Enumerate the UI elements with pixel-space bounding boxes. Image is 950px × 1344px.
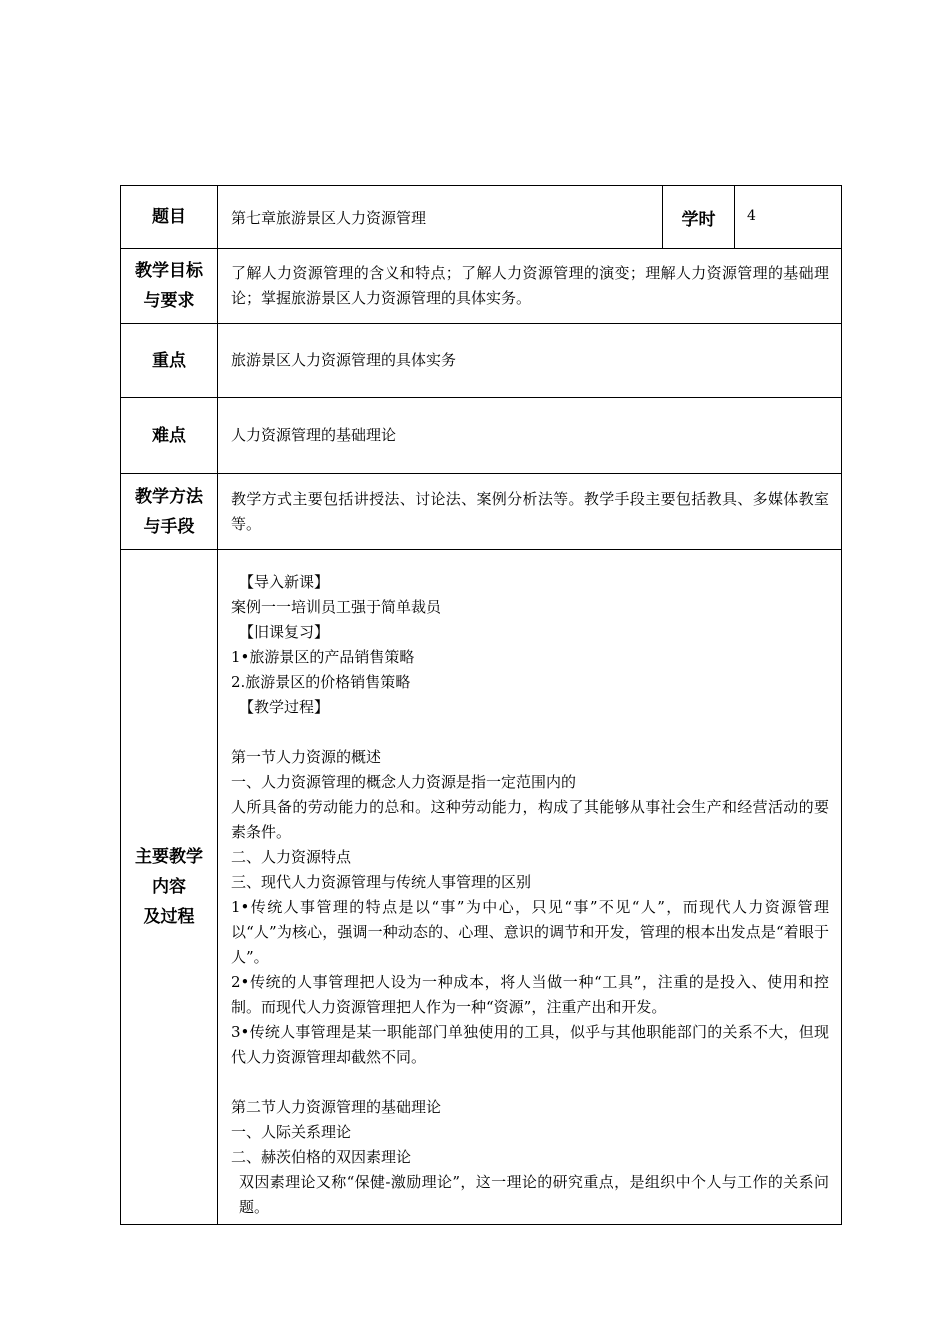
- methods-label-line2: 与手段: [143, 516, 195, 537]
- topic-row: [121, 186, 842, 249]
- section-2-item-2-desc: 双因素理论又称“保健-激励理论”，这一理论的研究重点，是组织中个人与工作的关系问题。: [239, 1173, 829, 1216]
- section-1-item-2: 二、人力资源特点: [231, 848, 352, 866]
- objectives-value: 了解人力资源管理的含义和特点；了解人力资源管理的演变；理解人力资源管理的基础理论；掌握旅游景区人力资源管理的具体实务。: [218, 249, 842, 324]
- process-label: [121, 550, 218, 1225]
- methods-row: [121, 474, 842, 550]
- section-heading-review: 【旧课复习】: [239, 623, 330, 641]
- difficulties-label: 难点: [121, 398, 218, 474]
- difference-point-2: 2•传统的人事管理把人设为一种成本，将人当做一种“工具”，注重的是投入、使用和控制。而现代人力资源管理把人作为一种“资源”，注重产出和开发。: [231, 973, 829, 1016]
- methods-value: 教学方式主要包括讲授法、讨论法、案例分析法等。教学手段主要包括教具、多媒体教室等。: [218, 474, 842, 550]
- difficulties-row: [121, 398, 842, 474]
- process-label-line3: 及过程: [143, 907, 195, 927]
- process-label-line2: 内容: [152, 877, 186, 897]
- intro-case: 案例一一培训员工强于简单裁员: [231, 598, 442, 616]
- methods-label-line1: 教学方法: [135, 486, 203, 507]
- topic-label: 题目: [121, 186, 218, 249]
- section-2-title: 第二节人力资源管理的基础理论: [231, 1098, 442, 1116]
- topic-value: 第七章旅游景区人力资源管理: [218, 186, 663, 249]
- hours-label: 学时: [663, 186, 735, 249]
- process-label-line1: 主要教学: [135, 847, 203, 867]
- spacer: [231, 1070, 829, 1095]
- section-1-title: 第一节人力资源的概述: [231, 748, 382, 766]
- key-points-row: [121, 324, 842, 398]
- key-points-value: 旅游景区人力资源管理的具体实务: [218, 324, 842, 398]
- objectives-label-line1: 教学目标: [135, 261, 203, 281]
- key-points-label: 重点: [121, 324, 218, 398]
- process-content: [218, 550, 842, 1225]
- section-2-item-2: 二、赫茨伯格的双因素理论: [231, 1148, 412, 1166]
- section-1-item-1-cont: 人所具备的劳动能力的总和。这种劳动能力，构成了其能够从事社会生产和经营活动的要素条件。: [231, 798, 829, 841]
- section-1-item-3: 三、现代人力资源管理与传统人事管理的区别: [231, 873, 532, 891]
- lesson-plan-table: [120, 185, 842, 1225]
- section-1-item-1: 一、人力资源管理的概念人力资源是指一定范围内的: [231, 773, 577, 791]
- section-2-item-1: 一、人际关系理论: [231, 1123, 352, 1141]
- objectives-label-line2: 与要求: [143, 291, 195, 311]
- difficulties-value: 人力资源管理的基础理论: [218, 398, 842, 474]
- objectives-row: [121, 249, 842, 324]
- spacer: [231, 720, 829, 745]
- difference-point-3: 3•传统人事管理是某一职能部门单独使用的工具，似乎与其他职能部门的关系不大，但现代人力资源管理却截然不同。: [231, 1023, 829, 1066]
- difference-point-1: 1•传统人事管理的特点是以“事”为中心，只见“事”不见“人”，而现代人力资源管理以“人”为核心，强调一种动态的、心理、意识的调节和开发，管理的根本出发点是“着眼于人”。: [231, 898, 829, 966]
- section-heading-process: 【教学过程】: [239, 698, 330, 716]
- review-item-1: 1•旅游景区的产品销售策略: [231, 648, 415, 666]
- section-heading-intro: 【导入新课】: [239, 573, 330, 591]
- review-item-2: 2.旅游景区的价格销售策略: [231, 673, 411, 691]
- methods-label: [121, 474, 218, 550]
- objectives-label: [121, 249, 218, 324]
- process-row: [121, 550, 842, 1225]
- hours-value: 4: [735, 186, 842, 249]
